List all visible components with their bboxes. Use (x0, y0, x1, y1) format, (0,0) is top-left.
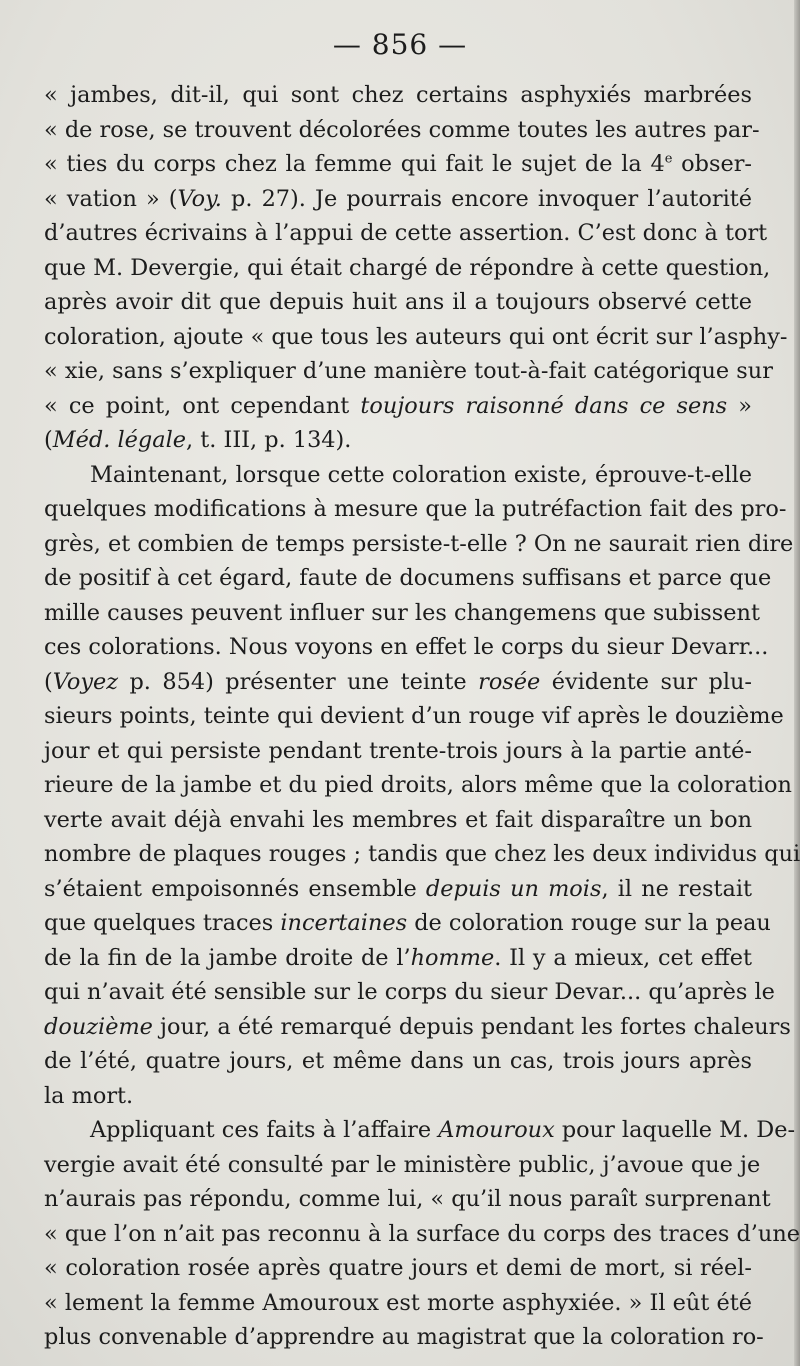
italic-text: Voyez (52, 668, 119, 695)
text-line (44, 975, 775, 1010)
text-line (44, 596, 760, 631)
text-segment: « xie, sans s’expliquer d’une manière tout-à-fait catégorique sur (44, 358, 773, 384)
italic-text: Amouroux (438, 1117, 555, 1143)
text-line (44, 1148, 761, 1183)
italic-text: depuis un mois (425, 875, 602, 902)
text-segment: sieurs points, teinte qui devient d’un rouge vif après le douzième (44, 703, 784, 729)
text-segment: « coloration rosée après quatre jours et demi de mort, si réel- (44, 1255, 752, 1281)
italic-text: douzième (44, 1013, 153, 1040)
italic-text: Voy. (177, 185, 222, 212)
text-segment: « que l’on n’ait pas reconnu à la surface du corps des traces d’une (44, 1220, 800, 1247)
text-segment: de la fin de la jambe droite de l’ (44, 944, 411, 971)
text-line (44, 768, 792, 803)
text-line (44, 1182, 771, 1217)
text-segment: de coloration rouge sur la peau (407, 910, 771, 936)
text-line (44, 906, 771, 941)
superscript-text: e (664, 151, 673, 167)
text-segment: « jambes, dit-il, qui sont chez certains asphyxiés marbrées (44, 82, 752, 108)
text-segment: coloration, ajoute « que tous les auteurs qui ont écrit sur l’asphy- (44, 323, 788, 350)
text-segment: évidente sur plu- (540, 668, 752, 695)
body-text (44, 78, 800, 1355)
text-line (44, 665, 752, 700)
text-line (44, 1010, 791, 1045)
text-segment: verte avait déjà envahi les membres et fait disparaître un bon (44, 806, 752, 833)
text-line (44, 78, 752, 113)
text-segment: de positif à cet égard, faute de documens suffisans et parce que (44, 565, 772, 591)
text-line (44, 1217, 800, 1252)
text-line (44, 458, 752, 493)
text-segment: « de rose, se trouvent décolorées comme toutes les autres par- (44, 116, 760, 143)
text-segment: d’autres écrivains à l’appui de cette assertion. C’est donc à tort (44, 220, 768, 246)
text-line (44, 1286, 752, 1321)
text-segment: » (727, 392, 752, 419)
text-line (44, 734, 752, 769)
text-line (44, 354, 773, 389)
text-segment: . Il y a mieux, cet effet (494, 944, 752, 971)
text-segment: ces colorations. Nous voyons en effet le corps du sieur Devarr... (44, 634, 769, 660)
italic-text: Méd. légale (52, 427, 187, 453)
text-line (44, 1251, 752, 1286)
text-line (44, 1044, 752, 1079)
text-line (44, 320, 788, 355)
text-line (44, 492, 787, 527)
text-segment: vergie avait été consulté par le ministère public, j’avoue que je (44, 1151, 761, 1178)
italic-text: toujours raisonné dans ce sens (360, 392, 728, 419)
text-segment: « ce point, ont cependant (44, 392, 361, 419)
text-line (44, 251, 771, 286)
text-segment: « ties du corps chez la femme qui fait le sujet de la 4 (44, 151, 665, 177)
text-segment: mille causes peuvent influer sur les changemens que subissent (44, 599, 760, 626)
text-line (44, 1113, 796, 1148)
text-segment: s’étaient empoisonnés ensemble (44, 875, 426, 902)
text-segment: Maintenant, lorsque cette coloration existe, éprouve-t-elle (90, 461, 752, 488)
text-segment: p. 27). Je pourrais encore invoquer l’autorité (221, 185, 753, 212)
text-segment: jour et qui persiste pendant trente-trois jours à la partie anté- (44, 737, 752, 764)
text-segment: grès, et combien de temps persiste-t-elle ? On ne saurait rien dire (44, 530, 794, 557)
text-line (44, 285, 752, 320)
text-segment: , t. III, p. 134). (186, 427, 352, 453)
text-line (44, 182, 752, 217)
text-line (44, 630, 769, 665)
text-segment: qui n’avait été sensible sur le corps du sieur Devar... qu’après le (44, 979, 775, 1005)
text-line (44, 527, 794, 562)
text-segment: rieure de la jambe et du pied droits, alors même que la coloration (44, 772, 792, 798)
text-line (44, 389, 752, 424)
text-segment: après avoir dit que depuis huit ans il a toujours observé cette (44, 289, 752, 315)
text-line (44, 699, 784, 734)
text-segment: ( (44, 427, 53, 453)
text-segment: ( (44, 668, 53, 695)
text-segment: Appliquant ces faits à l’affaire (90, 1117, 439, 1143)
text-segment: « vation » ( (44, 185, 178, 212)
text-line (44, 941, 752, 976)
text-segment: jour, a été remarqué depuis pendant les fortes chaleurs (152, 1013, 791, 1040)
text-segment: nombre de plaques rouges ; tandis que chez les deux individus qui (44, 841, 800, 867)
text-segment: pour laquelle M. De- (554, 1117, 796, 1143)
text-line (44, 423, 752, 458)
text-line (44, 837, 800, 872)
text-segment: obser- (672, 151, 752, 177)
text-segment: , il ne restait (601, 875, 752, 902)
text-line (44, 803, 752, 838)
text-segment: la mort. (44, 1082, 134, 1109)
page-number: — 856 — (332, 28, 468, 61)
text-line (44, 113, 760, 148)
text-segment: n’aurais pas répondu, comme lui, « qu’il nous paraît surprenant (44, 1186, 771, 1212)
page-edge-shadow (794, 0, 800, 1366)
italic-text: homme (410, 944, 495, 971)
text-segment: que M. Devergie, qui était chargé de répondre à cette question, (44, 254, 771, 281)
text-segment: de l’été, quatre jours, et même dans un cas, trois jours après (44, 1048, 752, 1074)
text-segment: quelques modifications à mesure que la putréfaction fait des pro- (44, 496, 787, 522)
text-segment: p. 854) présenter une teinte (118, 668, 479, 695)
text-line (44, 1079, 752, 1114)
italic-text: rosée (478, 668, 541, 695)
italic-text: incertaines (280, 910, 408, 936)
text-line (44, 1320, 764, 1355)
text-line (44, 216, 768, 251)
text-line (44, 872, 752, 907)
text-line (44, 147, 752, 182)
text-line (44, 561, 772, 596)
text-segment: « lement la femme Amouroux est morte asphyxiée. » Il eût été (44, 1289, 752, 1316)
text-segment: plus convenable d’apprendre au magistrat que la coloration ro- (44, 1324, 764, 1350)
text-segment: que quelques traces (44, 910, 281, 936)
